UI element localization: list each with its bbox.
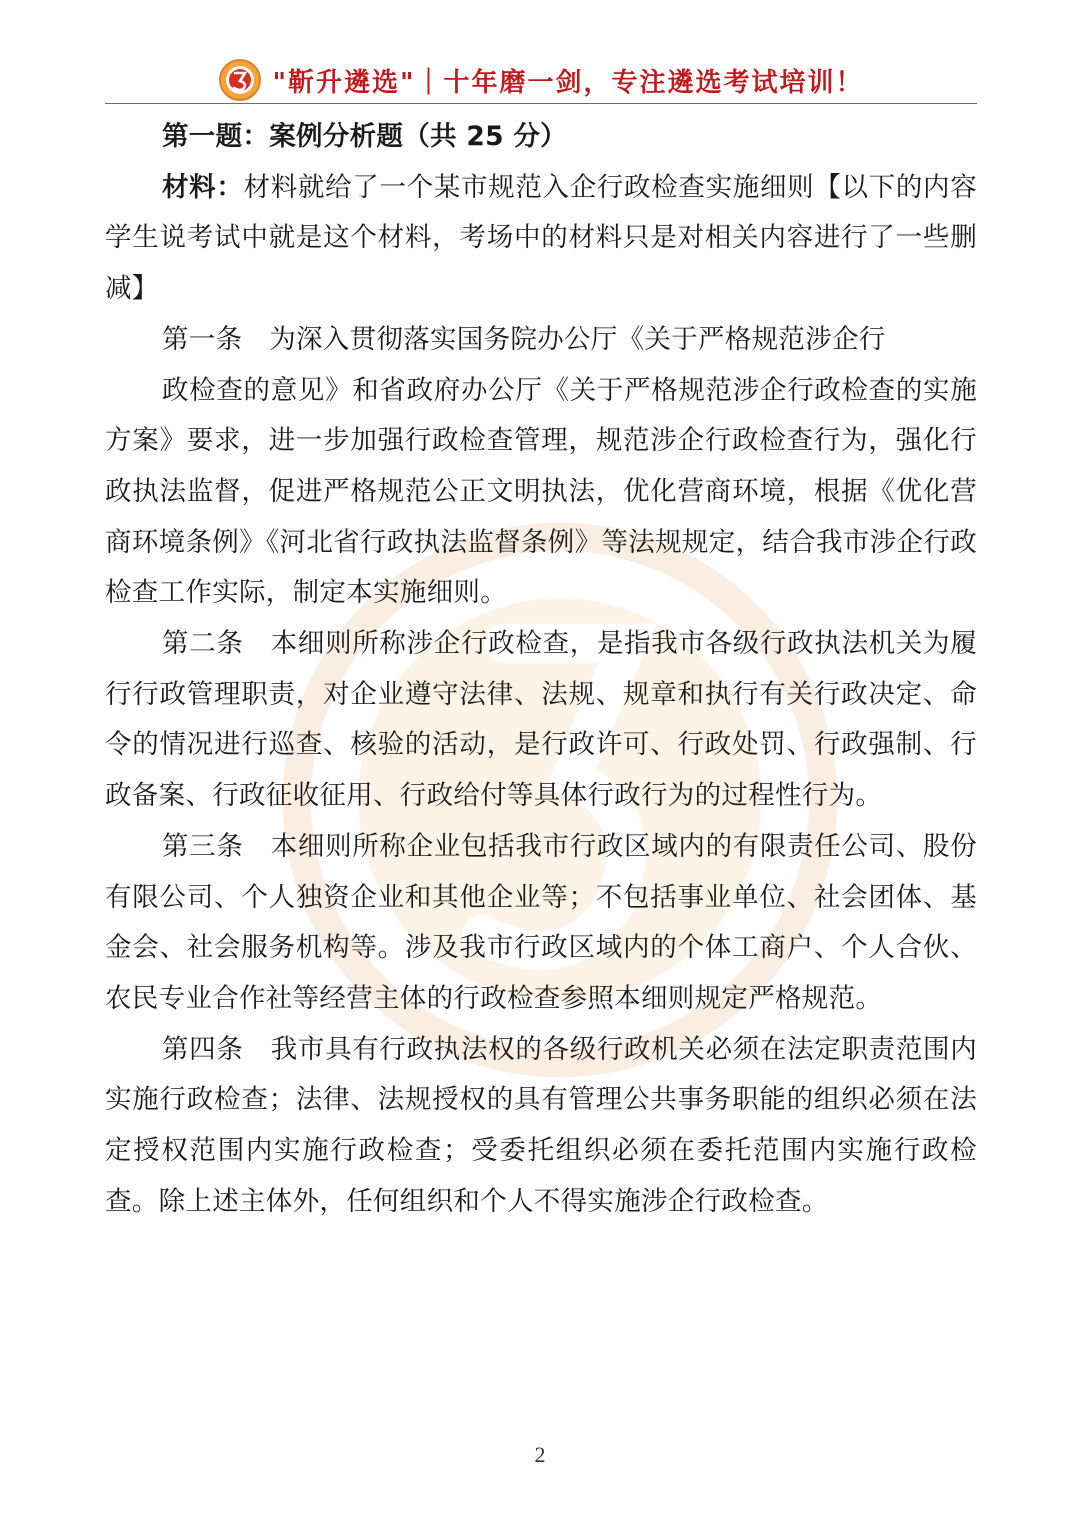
article-1-rest: 政检查的意见》和省政府办公厅《关于严格规范涉企行政检查的实施方案》要求，进一步加强行政检查管理，规范涉企行政检查行为，强化行政执法监督，促进严格规范公正文明执法，优化营商环境，根据《优化营商环境条例》《河北省行政执法监督条例》等法规规定，结合我市涉企行政检查工作实际，制定本实施细则。 [105, 374, 977, 609]
page-header [105, 55, 977, 105]
header-divider [105, 103, 977, 104]
article-4: 第四条 我市具有行政执法权的各级行政机关必须在法定职责范围内实施行政检查；法律、法规授权的具有管理公共事务职能的组织必须在法定授权范围内实施行政检查；受委托组织必须在委托范围内实施行政检查。除上述主体外，任何组织和个人不得实施涉企行政检查。 [105, 1033, 977, 1217]
material-text: 材料就给了一个某市规范入企行政检查实施细则【以下的内容学生说考试中就是这个材料，考场中的材料只是对相关内容进行了一些删减】 [105, 171, 977, 305]
question-title: 第一题：案例分析题（共 25 分） [162, 121, 567, 152]
article-1-first-line: 第一条 为深入贯彻落实国务院办公厅《关于严格规范涉企行 [162, 323, 886, 355]
article-1 [105, 315, 977, 619]
header-slogan: "靳升遴选"｜十年磨一剑，专注遴选考试培训！ [272, 67, 864, 98]
page-number: 2 [534, 1442, 546, 1467]
material-paragraph [105, 163, 977, 315]
document-body [105, 112, 977, 1227]
article-3: 第三条 本细则所称企业包括我市行政区域内的有限责任公司、股份有限公司、个人独资企业和其他企业等；不包括事业单位、社会团体、基金会、社会服务机构等。涉及我市行政区域内的个体工商户、个人合伙、农民专业合作社等经营主体的行政检查参照本细则规定严格规范。 [105, 830, 977, 1014]
article-2: 第二条 本细则所称涉企行政检查，是指我市各级行政执法机关为履行行政管理职责，对企业遵守法律、法规、规章和执行有关行政决定、命令的情况进行巡查、核验的活动，是行政许可、行政处罚、行政强制、行政备案、行政征收征用、行政给付等具体行政行为的过程性行为。 [105, 628, 977, 812]
brand-seal-logo-icon [218, 58, 262, 102]
material-label: 材料： [162, 171, 244, 203]
